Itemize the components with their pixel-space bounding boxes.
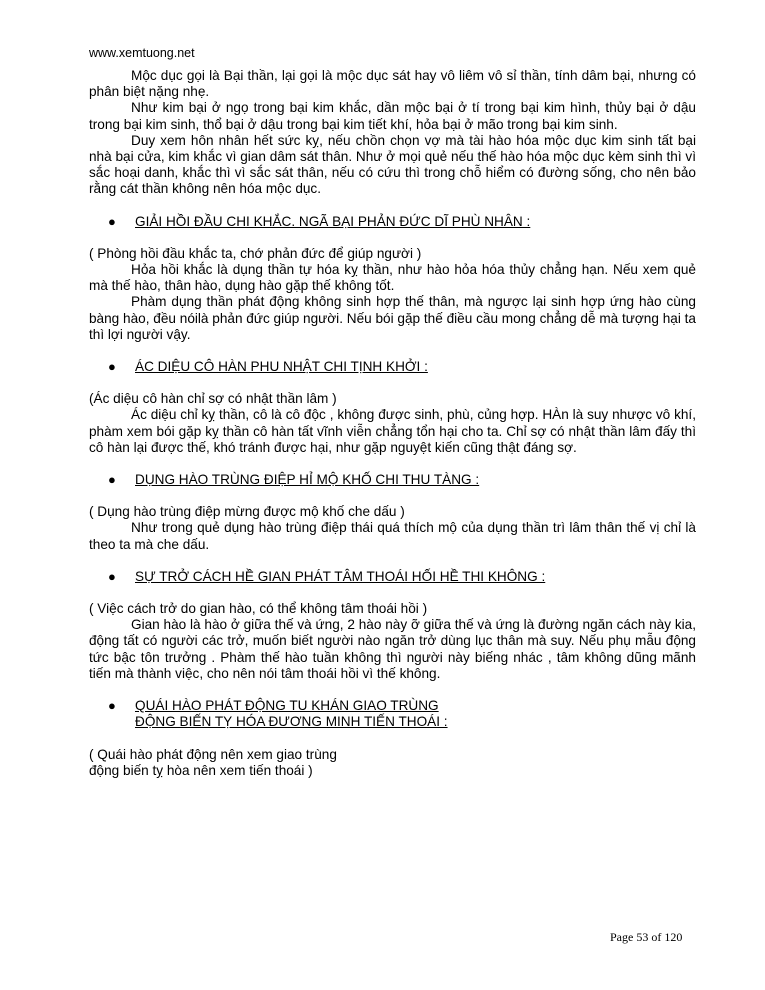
- section-heading: [89, 359, 696, 375]
- section-translation: ( Quái hào phát động nên xem giao trùng: [89, 746, 337, 762]
- section-heading-text: SỰ TRỞ CÁCH HỀ GIAN PHÁT TÂM THOÁI HỐI HỀ THI KHÔNG :: [135, 568, 546, 584]
- page-number: Page 53 of 120: [610, 930, 683, 944]
- section-paragraph: Hỏa hồi khắc là dụng thần tự hóa kỵ thần, như hào hỏa hóa thủy chẳng hạn. Nếu xem quẻ mà thế hào, thân hào, dụng hào gặp thế không tốt.: [89, 262, 696, 294]
- section-translation: động biến tỵ hòa nên xem tiến thoái ): [89, 762, 313, 778]
- section-heading: [89, 214, 696, 230]
- section-heading-text: ÁC DIỆU CÔ HÀN PHU NHẬT CHI TỊNH KHỞI :: [135, 359, 428, 375]
- intro-paragraph: Mộc dục gọi là Bại thần, lại gọi là mộc dục sát hay vô liêm vô sỉ thần, tính dâm bại, nhưng có phân biệt nặng nhẹ.: [89, 68, 696, 100]
- section-translation: ( Dụng hào trùng điệp mừng được mộ khố che dấu ): [89, 504, 405, 520]
- section-heading-text: QUÁI HÀO PHÁT ĐỘNG TU KHÁN GIAO TRÙNG: [135, 698, 439, 714]
- section-paragraph: Như trong quẻ dụng hào trùng điệp thái quá thích mộ của dụng thần trì lâm thân thế vị chỉ là theo ta mà che dấu.: [89, 520, 696, 552]
- section-heading-text: ĐỘNG BIẾN TỴ HÓA ĐƯƠNG MINH TIẾN THOÁI :: [135, 714, 448, 730]
- section-heading: [89, 698, 696, 730]
- section-translation: (Ác diệu cô hàn chỉ sợ có nhật thần lâm ): [89, 391, 337, 407]
- section-paragraph: Phàm dụng thần phát động không sinh hợp thế thân, mà ngược lại sinh hợp ứng hào cùng bàng hào, đều nóilà phản đức giúp người. Nếu bói gặp thế điều cầu mong chẳng dễ mà tượng hại ta thì lợi người vậy.: [89, 294, 696, 342]
- document-body: [89, 68, 696, 779]
- section-paragraph: Gian hào là hào ở giữa thế và ứng, 2 hào này ỡ giữa thế và ứng là đường ngăn cách này kia, động tất có người các trở, muốn biết người nào ngăn trở dùng lục thân mà suy. Nếu phụ mẫu động tức bậc tôn trưởng . Phàm thế hào tuần không thì người này biếng nhác , tâm không dũng mãnh tiến mà thành việc, cho nên nói tâm thoái hồi vì thế không.: [89, 617, 696, 681]
- section-translation: ( Việc cách trở do gian hào, có thể không tâm thoái hồi ): [89, 601, 428, 617]
- bullet-icon: ●: [108, 698, 116, 714]
- section-paragraph: Ác diệu chỉ kỵ thần, cô là cô độc , không được sinh, phù, củng hợp. HÀn là suy nhược vô khí, phàm xem bói gặp kỵ thần cô hàn tất vĩnh viễn chẳng tổn hại cho ta. Chỉ sợ có nhật thần lâm đấy thì cô hàn lại được thế, khó tránh được hại, như gặp nguyệt kiến cũng thật đáng sợ.: [89, 407, 696, 455]
- section-heading: [89, 472, 696, 488]
- bullet-icon: ●: [108, 472, 116, 488]
- bullet-icon: ●: [108, 359, 116, 375]
- section-heading: [89, 569, 696, 585]
- bullet-icon: ●: [108, 568, 116, 584]
- intro-paragraph: Duy xem hôn nhân hết sức kỵ, nếu chồn chọn vợ mà tài hào hóa mộc dục kim sinh tất bại nhà bại cửa, kim khắc vì gian dâm sát thân. Như ở mọi quẻ nếu thế hào hóa mộc dục kèm sinh thì vì sắc hoại danh, khắc thì vì sắc sát thân, nếu có cứu thì trong chỗ hiểm có đường sống, cho nên bảo rằng cát thần không nên hóa mộc dục.: [89, 132, 696, 197]
- section-heading-text: GIẢI HỒI ĐẦU CHI KHẮC. NGÃ BẠI PHẢN ĐỨC DĨ PHÙ NHÂN :: [135, 213, 531, 229]
- section-heading-text: DỤNG HÀO TRÙNG ĐIỆP HỈ MỘ KHỐ CHI THU TÀNG :: [135, 472, 480, 488]
- site-link[interactable]: www.xemtuong.net: [89, 46, 195, 60]
- section-translation: ( Phòng hồi đầu khắc ta, chớ phản đức để giúp người ): [89, 245, 422, 261]
- intro-paragraph: Như kim bại ở ngọ trong bại kim khắc, dần mộc bại ở tí trong bại kim hình, thủy bại ở dậu trong bại kim sinh, thổ bại ở dậu trong bại kim tiết khí, hỏa bại ở mão trong bại kim sinh.: [89, 100, 696, 132]
- bullet-icon: ●: [108, 213, 116, 229]
